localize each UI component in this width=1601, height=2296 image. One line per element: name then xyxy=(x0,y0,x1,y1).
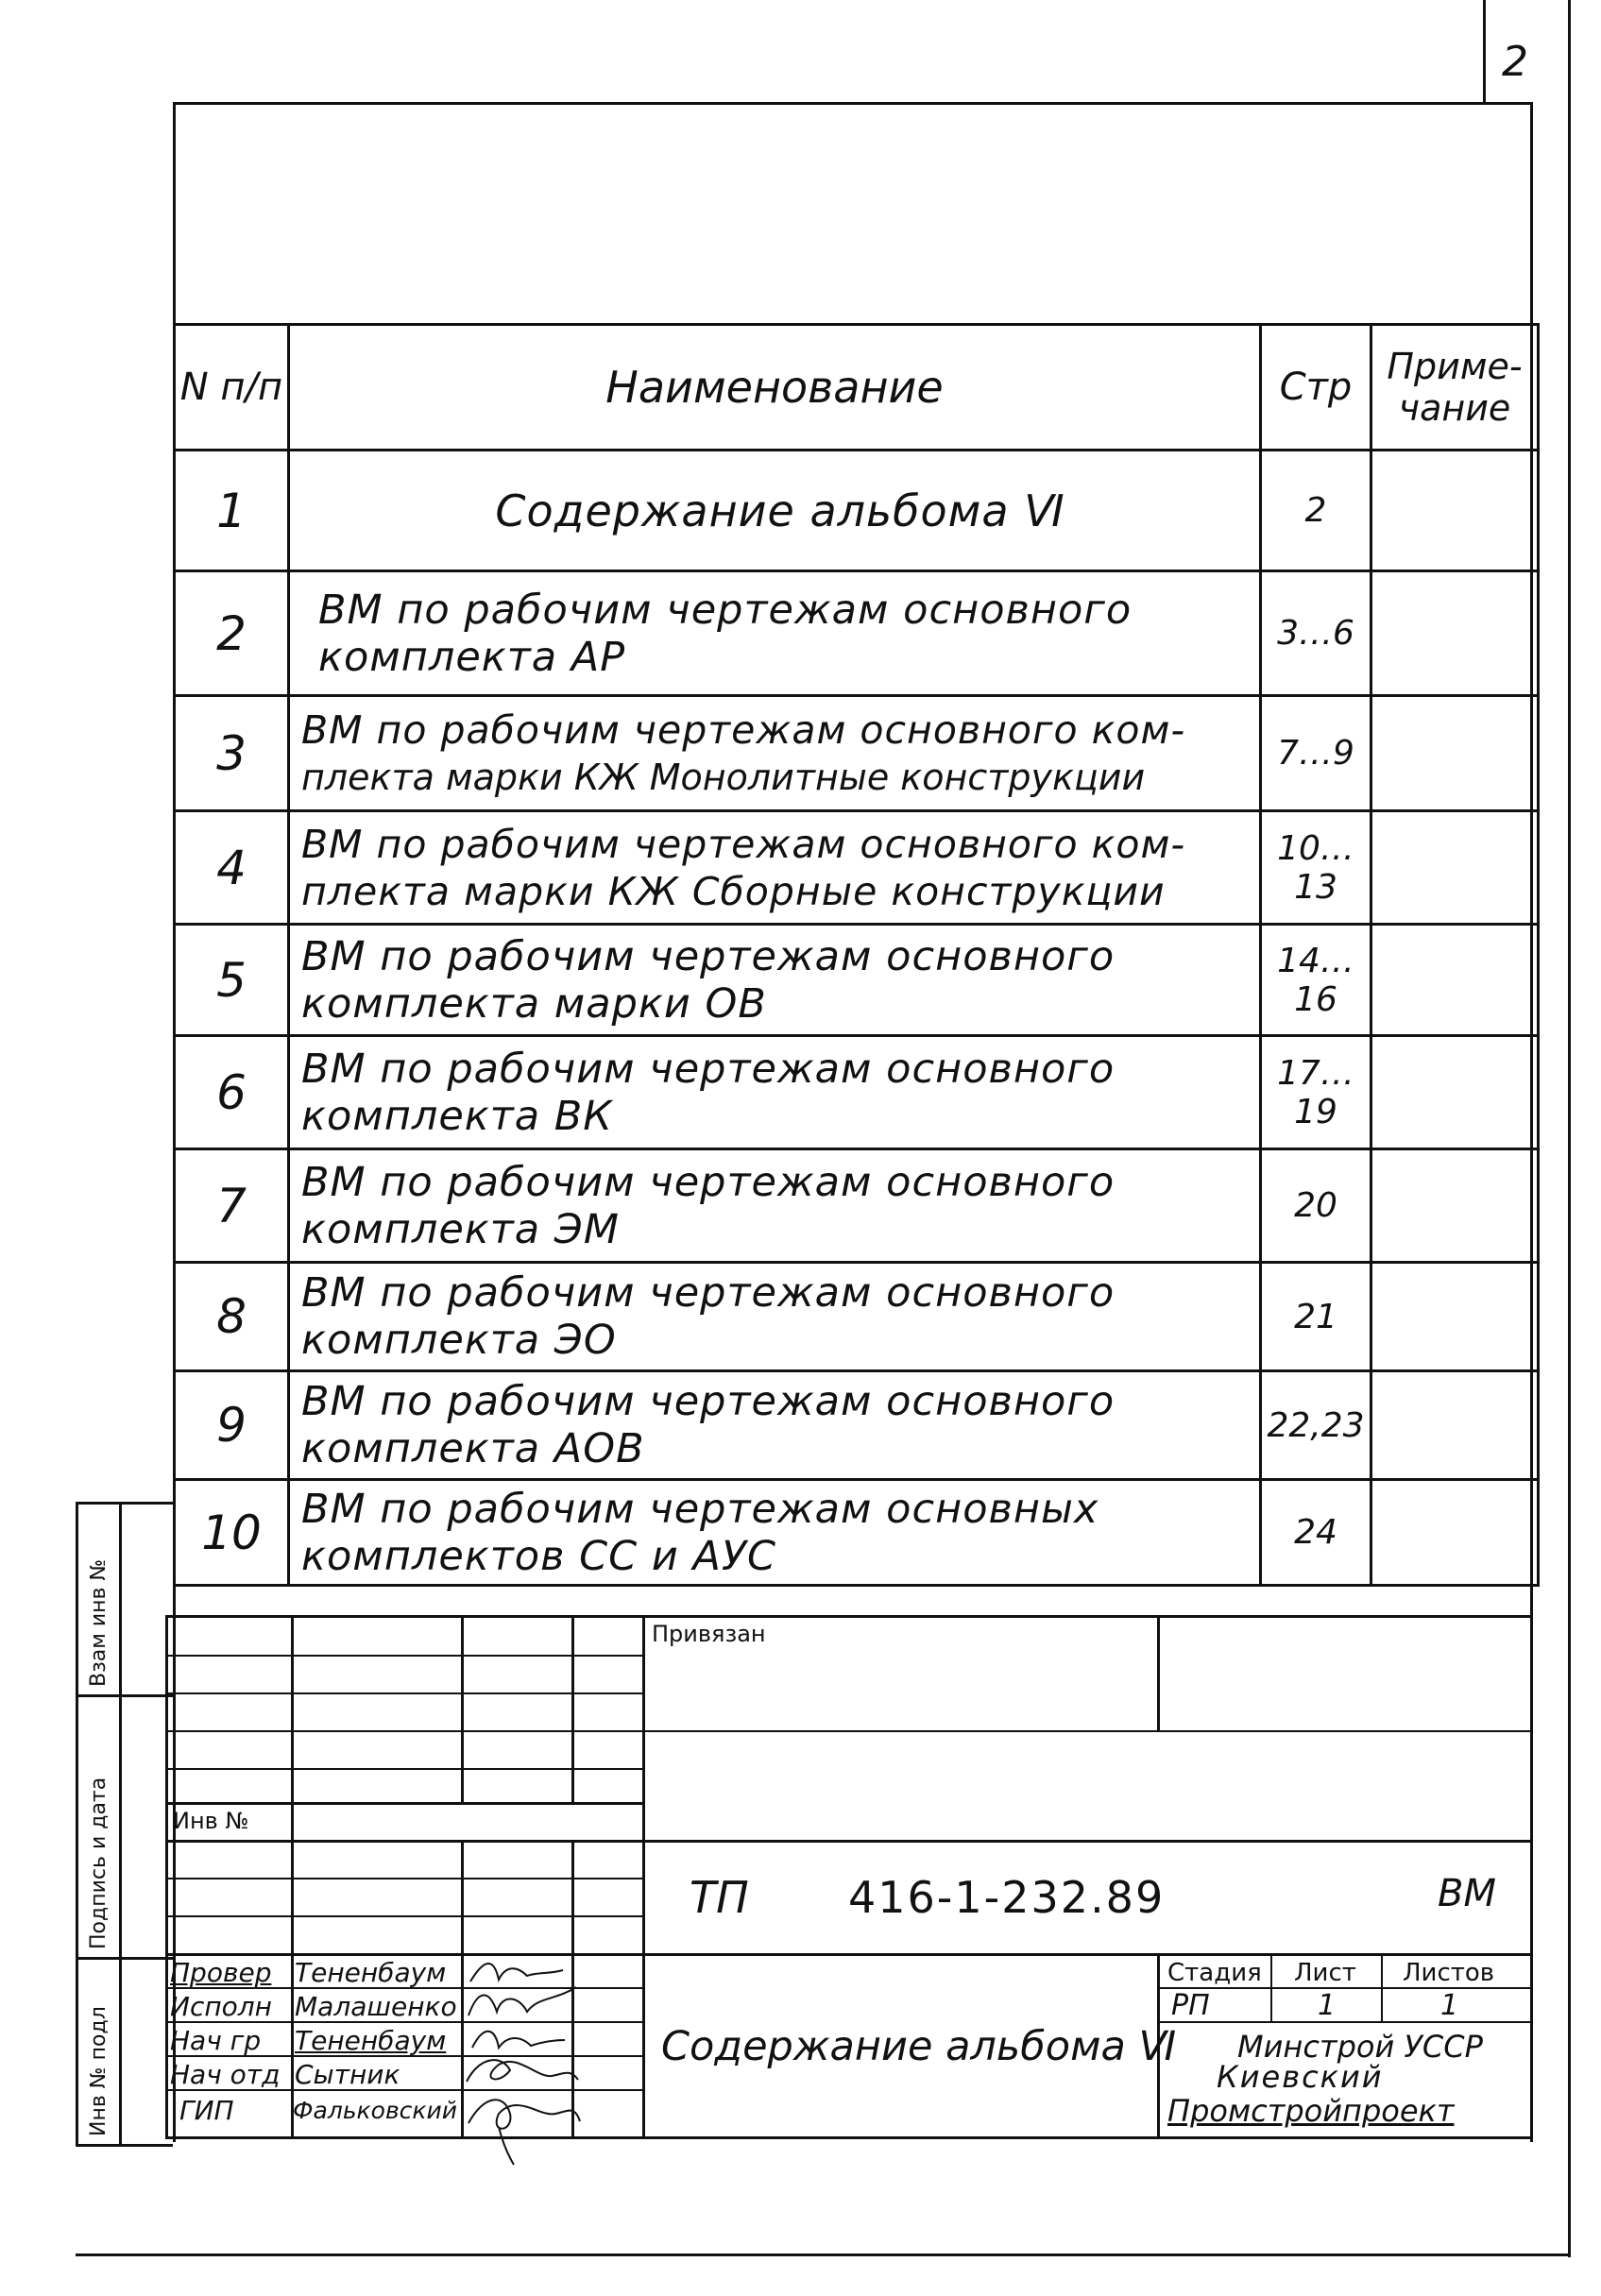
row-number: 4 xyxy=(175,811,289,925)
title-block-top-line xyxy=(165,1615,1533,1618)
sheet-number: 2 xyxy=(1502,38,1528,86)
header-name: Наименование xyxy=(289,325,1261,451)
signatory-name: Сытник xyxy=(295,2059,400,2090)
table-row xyxy=(175,1149,1539,1263)
row-note xyxy=(1371,811,1539,925)
signature-3 xyxy=(461,2021,571,2055)
signatory-name: Тененбаум xyxy=(295,1957,447,1988)
row-number: 8 xyxy=(175,1263,289,1371)
table-row xyxy=(175,811,1539,925)
table-row xyxy=(175,1371,1539,1480)
side-label-original-inv: Инв № подл xyxy=(87,2006,111,2136)
stage-header: Стадия xyxy=(1167,1959,1262,1987)
tb-col-line xyxy=(461,1615,464,1802)
table-row xyxy=(175,1480,1539,1586)
row-page: 2 xyxy=(1261,451,1371,571)
row-note xyxy=(1371,1371,1539,1480)
tb-line xyxy=(165,1840,1533,1843)
side-stamp-divider xyxy=(76,1957,173,1960)
signatory-role: Нач отд xyxy=(170,2059,281,2090)
signature-5 xyxy=(461,2085,584,2170)
attached-label: Привязан xyxy=(652,1621,766,1647)
row-name: ВМ по рабочим чертежам основного комплекта ЭМ xyxy=(289,1149,1261,1263)
organization-line3: Промстройпроект xyxy=(1167,2093,1455,2129)
row-number: 2 xyxy=(175,571,289,696)
table-row xyxy=(175,451,1539,571)
contents-table xyxy=(173,323,1540,1587)
sheet-header: Лист xyxy=(1294,1959,1356,1987)
row-name: ВМ по рабочим чертежам основных комплектов СС и АУС xyxy=(289,1480,1261,1586)
frame-top xyxy=(173,102,1533,105)
signatory-name: Тененбаум xyxy=(295,2025,447,2056)
tb-col-line xyxy=(571,1615,574,1802)
side-stamp-divider xyxy=(76,1694,173,1697)
row-page: 3…6 xyxy=(1261,571,1371,696)
sheet-number-box-left xyxy=(1483,0,1486,102)
row-number: 7 xyxy=(175,1149,289,1263)
row-number: 6 xyxy=(175,1036,289,1149)
table-row xyxy=(175,1036,1539,1149)
row-name: ВМ по рабочим чертежам основного ком- плекта марки КЖ Сборные конструкции xyxy=(289,811,1261,925)
sheet-value: 1 xyxy=(1318,1989,1337,2022)
signatory-name: Фальковский xyxy=(293,2097,458,2124)
row-note xyxy=(1371,451,1539,571)
row-note xyxy=(1371,1149,1539,1263)
page-right-edge xyxy=(1568,0,1571,2257)
organization-line1: Минстрой УССР xyxy=(1237,2029,1483,2065)
signature-1 xyxy=(461,1953,571,1987)
tb-line xyxy=(1157,2021,1533,2023)
frame-bottom xyxy=(76,2253,1568,2256)
row-number: 3 xyxy=(175,696,289,811)
signatory-role: Провер xyxy=(170,1957,272,1988)
table-row xyxy=(175,696,1539,811)
row-note xyxy=(1371,1036,1539,1149)
signatory-role: ГИП xyxy=(179,2095,234,2126)
side-label-signature: Подпись и дата xyxy=(87,1777,111,1949)
table-row xyxy=(175,571,1539,696)
stage-value: РП xyxy=(1171,1989,1210,2022)
table-row xyxy=(175,1263,1539,1371)
signature-2 xyxy=(461,1983,584,2025)
row-name: ВМ по рабочим чертежам основного комплекта АР xyxy=(289,571,1261,696)
row-note xyxy=(1371,696,1539,811)
side-stamp-bottom-line xyxy=(76,2144,173,2147)
row-page: 20 xyxy=(1261,1149,1371,1263)
row-name: ВМ по рабочим чертежам основного комплекта ЭО xyxy=(289,1263,1261,1371)
row-name: Содержание альбома Ⅵ xyxy=(289,451,1261,571)
row-page: 22,23 xyxy=(1261,1371,1371,1480)
row-note xyxy=(1371,925,1539,1036)
row-number: 10 xyxy=(175,1480,289,1586)
row-page: 10…13 xyxy=(1261,811,1371,925)
tb-bottom-line xyxy=(165,2136,1533,2139)
row-page: 14…16 xyxy=(1261,925,1371,1036)
tb-line xyxy=(1157,1987,1533,1989)
tb-line xyxy=(165,1953,1533,1956)
row-name: ВМ по рабочим чертежам основного комплекта ВК xyxy=(289,1036,1261,1149)
designation-suffix: ВМ xyxy=(1438,1872,1496,1915)
header-note: Приме- чание xyxy=(1371,325,1539,451)
tb-left-line xyxy=(165,1615,168,2136)
signatory-role: Нач гр xyxy=(170,2025,262,2056)
row-note xyxy=(1371,571,1539,696)
document-title: Содержание альбома Ⅵ xyxy=(661,2023,1177,2070)
side-label-replacement: Взам инв № xyxy=(87,1558,111,1687)
row-number: 1 xyxy=(175,451,289,571)
designation: 416-1-232.89 xyxy=(848,1872,1166,1923)
signatory-role: Исполн xyxy=(170,1991,272,2022)
table-row xyxy=(175,925,1539,1036)
row-note xyxy=(1371,1263,1539,1371)
tb-col-line xyxy=(291,1615,294,2136)
row-page: 21 xyxy=(1261,1263,1371,1371)
row-number: 9 xyxy=(175,1371,289,1480)
inv-label: Инв № xyxy=(173,1808,249,1834)
organization-line2: Киевский xyxy=(1217,2059,1384,2095)
row-number: 5 xyxy=(175,925,289,1036)
designation-prefix: ТП xyxy=(690,1872,749,1923)
row-page: 7…9 xyxy=(1261,696,1371,811)
tb-col-line xyxy=(642,1615,645,2136)
tb-line xyxy=(642,1730,1533,1732)
row-name: ВМ по рабочим чертежам основного комплекта марки ОВ xyxy=(289,925,1261,1036)
header-number: N п/п xyxy=(175,325,289,451)
header-page: Стр xyxy=(1261,325,1371,451)
signatory-name: Малашенко xyxy=(295,1991,457,2022)
sheets-value: 1 xyxy=(1440,1989,1459,2022)
side-stamp-inner-line xyxy=(119,1502,122,2144)
row-name: ВМ по рабочим чертежам основного ком- плекта марки КЖ Монолитные конструкции xyxy=(289,696,1261,811)
row-note xyxy=(1371,1480,1539,1586)
side-stamp-left-line xyxy=(76,1502,78,2144)
side-stamp-top-line xyxy=(76,1502,173,1505)
tb-line xyxy=(165,1802,642,1805)
row-page: 17…19 xyxy=(1261,1036,1371,1149)
tb-col-line xyxy=(1270,1953,1272,2021)
row-name: ВМ по рабочим чертежам основного комплекта АОВ xyxy=(289,1371,1261,1480)
tb-col-line xyxy=(1381,1953,1383,2021)
sheets-header: Листов xyxy=(1403,1959,1495,1987)
contents-header-row xyxy=(175,325,1539,451)
row-page: 24 xyxy=(1261,1480,1371,1586)
tb-col-line xyxy=(1157,1615,1160,1730)
